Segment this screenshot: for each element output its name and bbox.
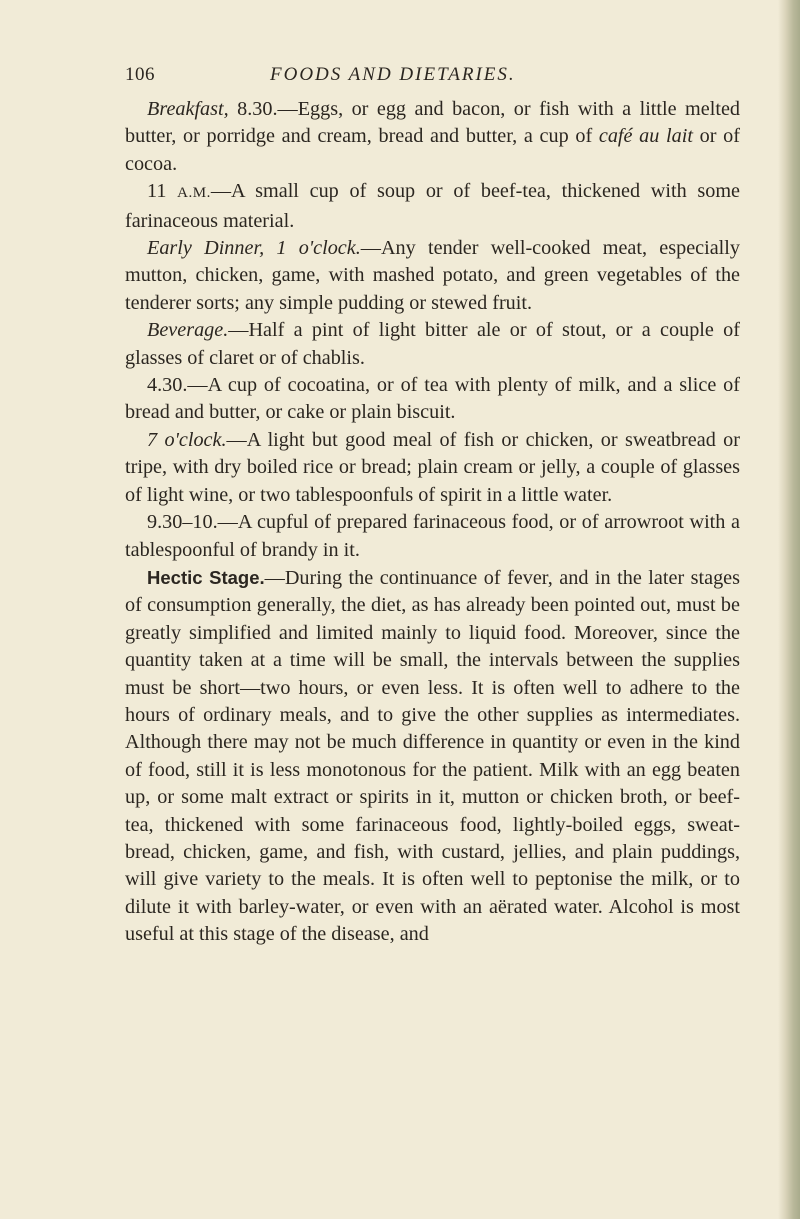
paragraph-early-dinner (125, 235, 740, 317)
paragraph-four-thirty (125, 372, 740, 427)
section-heading: Hectic Stage. (147, 566, 265, 588)
page-edge-shadow (778, 0, 800, 1219)
paragraph-lead: 9.30–10. (147, 511, 218, 534)
paragraph-lead: Breakfast, (147, 98, 229, 120)
paragraph-text: —A small cup of soup or of beef-tea, thickened with some farinaceous material. (125, 180, 740, 232)
paragraph-text: —A cupful of prepared farinaceous food, or of arrowroot with a tablespoonful of brandy in it. (125, 511, 740, 561)
paragraph-hectic-stage (125, 564, 740, 949)
paragraph-text: —During the continuance of fever, and in the later stages of consumption generally, the diet, as has already been pointed out, must be greatly simplified and limited mainly to liquid food. Moreover, since the quantity taken at a time will be small, the intervals between the supplies must be short—two hours, or even less. It is often well to adhere to the hours of ordinary meals, and to give the other supplies as intermediates. Although there may not be much difference in quantity or even in the kind of food, still it is less monotonous for the patient. Milk with an egg beaten up, or some malt extract or spirits in it, mutton or chicken broth, or beef-tea, thickened with some farinaceous food, lightly-boiled eggs, sweat-bread, chicken, game, and fish, with custard, jellies, and plain puddings, will give variety to the meals. It is often well to peptonise the milk, or to dilute it with barley-water, or even with an aërated water. Alcohol is most useful at this stage of the disease, and (125, 566, 741, 946)
paragraph-nine-thirty (125, 509, 740, 564)
page-number: 106 (125, 64, 155, 85)
inline-italic: café au lait (598, 125, 693, 148)
paragraph-time-suffix: A.M. (177, 185, 211, 202)
paragraph-lead: 7 o'clock. (147, 428, 227, 451)
paragraph-text: —Half a pint of light bitter ale or of stout, or a couple of glasses of claret or of chablis. (125, 319, 740, 369)
paragraph-breakfast (125, 96, 740, 178)
page-header (0, 64, 800, 88)
paragraph-lead: 4.30. (147, 374, 188, 397)
paragraph-time: 11 (147, 180, 178, 203)
paragraph-eleven-am (125, 178, 740, 235)
paragraph-lead: Beverage. (147, 319, 229, 342)
running-head: FOODS AND DIETARIES. (270, 64, 516, 85)
paragraph-text: —A cup of cocoatina, or of tea with plenty of milk, and a slice of bread and butter, or cake or plain biscuit. (125, 374, 740, 424)
paragraph-text: 8.30.—Eggs, or egg and bacon, or fish with a little melted butter, or porridge and cream, bread and butter, a cup of (125, 98, 740, 148)
paragraph-tail: or of cocoa. (125, 125, 740, 175)
paragraph-lead: Early Dinner, 1 o'clock. (147, 237, 361, 260)
paragraph-text: —Any tender well-cooked meat, especially mutton, chicken, game, with mashed potato, and green vegetables of the tenderer sorts; any simple pudding or stewed fruit. (125, 237, 740, 314)
body-text (125, 96, 740, 949)
paragraph-beverage (125, 317, 740, 372)
paragraph-text: —A light but good meal of fish or chicken, or sweatbread or tripe, with dry boiled rice or bread; plain cream or jelly, a couple of glasses of light wine, or two tablespoonfuls of spirit in a little water. (125, 428, 740, 506)
paragraph-seven-oclock (125, 427, 740, 509)
